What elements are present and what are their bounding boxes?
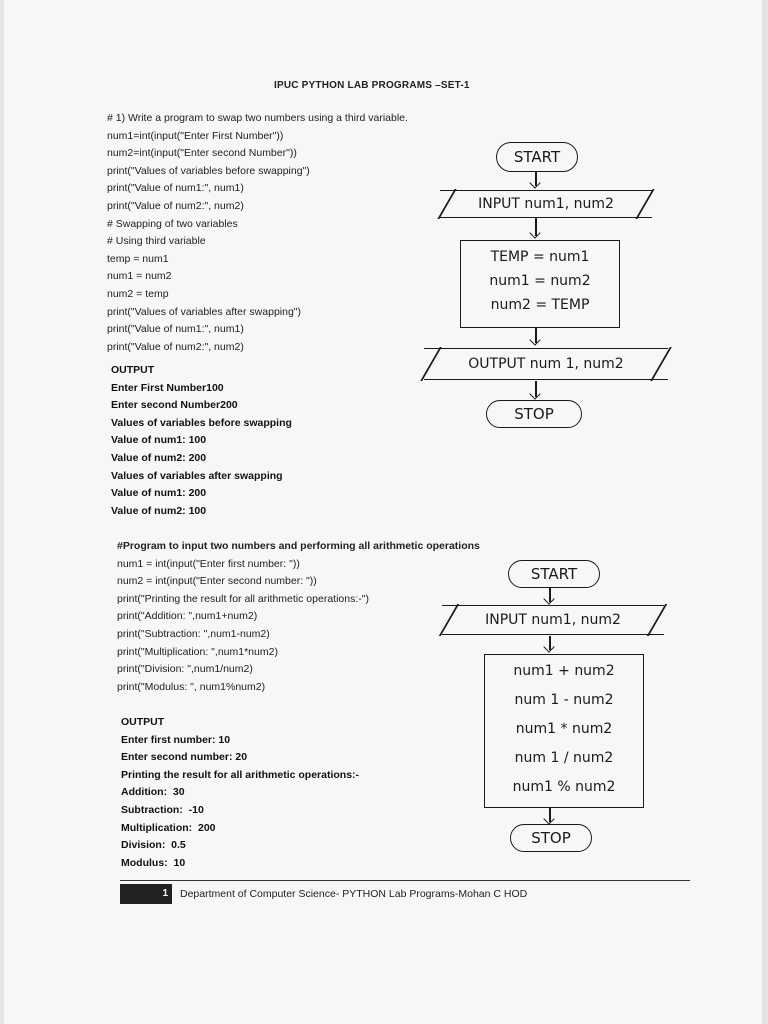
flow-input-box: INPUT num1, num2 (442, 605, 664, 635)
output-line: OUTPUT (111, 364, 155, 376)
flow-process-line: num1 = num2 (489, 273, 591, 289)
code-line: print("Addition: ",num1+num2) (117, 610, 258, 623)
code-line: print("Subtraction: ",num1-num2) (117, 627, 270, 640)
code-line: print("Multiplication: ",num1*num2) (117, 645, 278, 658)
footer-divider (120, 880, 690, 881)
footer-text: Department of Computer Science- PYTHON Lab Programs-Mohan C HOD (180, 888, 528, 900)
flow-process-box (484, 654, 644, 808)
code-line: print("Modulus: ", num1%num2) (117, 680, 266, 693)
flow-process-line: num1 % num2 (512, 779, 616, 795)
code-line: num2 = temp (107, 287, 169, 300)
code-line: # Using third variable (107, 235, 206, 248)
output-line: Printing the result for all arithmetic operations:- (121, 768, 360, 781)
flow-process-line: TEMP = num1 (490, 249, 590, 265)
program1-code (107, 110, 408, 356)
flow-process-line: num1 * num2 (515, 721, 613, 737)
output-line: Enter first number: 10 (121, 733, 231, 746)
output-line: Value of num2: 200 (111, 451, 207, 464)
code-line: num1 = num2 (107, 270, 172, 283)
output-line: Values of variables after swapping (111, 469, 283, 482)
program1-output (111, 362, 292, 520)
output-line: Division: 0.5 (121, 839, 186, 852)
flow-arrow (549, 588, 551, 602)
flow-start-terminal: START (496, 142, 578, 172)
flow-start-terminal: START (508, 560, 600, 588)
flow-process-line: num 1 / num2 (514, 750, 614, 766)
flow-input-box: INPUT num1, num2 (440, 190, 652, 218)
program2-output (121, 714, 359, 872)
code-line: print("Value of num1:", num1) (107, 323, 244, 336)
output-line: Enter second number: 20 (121, 751, 248, 764)
flow-arrow (549, 808, 551, 822)
output-line: Modulus: 10 (121, 856, 186, 869)
code-line: print("Value of num2:", num2) (107, 340, 244, 353)
output-line: Value of num1: 200 (111, 487, 207, 500)
code-line: temp = num1 (107, 252, 169, 265)
code-line: print("Value of num1:", num1) (107, 182, 244, 195)
flow-process-line: num 1 - num2 (514, 692, 614, 708)
flow-arrow (535, 218, 537, 236)
flow-arrow (535, 327, 537, 343)
code-line: #Program to input two numbers and performing all arithmetic operations (117, 540, 480, 552)
code-line: num1 = int(input("Enter first number: ")) (117, 557, 300, 570)
output-line: Subtraction: -10 (121, 803, 204, 816)
page-number-badge: 1 (120, 884, 172, 904)
output-line: Value of num2: 100 (111, 504, 207, 517)
flow-process-line: num1 + num2 (513, 663, 615, 679)
code-line: print("Division: ",num1/num2) (117, 663, 253, 676)
flow-stop-terminal: STOP (486, 400, 582, 428)
output-line: OUTPUT (121, 716, 165, 728)
code-line: num2=int(input("Enter second Number")) (107, 147, 297, 160)
document-page (4, 0, 762, 1024)
page-title: IPUC PYTHON LAB PROGRAMS –SET-1 (274, 80, 470, 91)
code-line: print("Value of num2:", num2) (107, 199, 244, 212)
program2-code (117, 538, 480, 696)
code-line: num2 = int(input("Enter second number: ")) (117, 575, 317, 588)
output-line: Value of num1: 100 (111, 434, 207, 447)
flow-output-box: OUTPUT num 1, num2 (424, 348, 668, 380)
code-line: num1=int(input("Enter First Number")) (107, 129, 284, 142)
flow-arrow (535, 172, 537, 186)
flow-process-box (460, 240, 620, 328)
flow-arrow (549, 636, 551, 650)
output-line: Multiplication: 200 (121, 821, 216, 834)
code-line: print("Values of variables after swapping") (107, 305, 302, 318)
flow-stop-terminal: STOP (510, 824, 592, 852)
code-line: # 1) Write a program to swap two numbers using a third variable. (107, 112, 408, 124)
flow-arrow (535, 381, 537, 397)
output-line: Addition: 30 (121, 786, 185, 799)
output-line: Enter second Number200 (111, 399, 238, 412)
output-line: Values of variables before swapping (111, 416, 292, 429)
output-line: Enter First Number100 (111, 381, 224, 394)
code-line: # Swapping of two variables (107, 217, 238, 230)
code-line: print("Printing the result for all arithmetic operations:-") (117, 592, 369, 605)
code-line: print("Values of variables before swapping") (107, 164, 310, 177)
flow-process-line: num2 = TEMP (490, 297, 590, 313)
